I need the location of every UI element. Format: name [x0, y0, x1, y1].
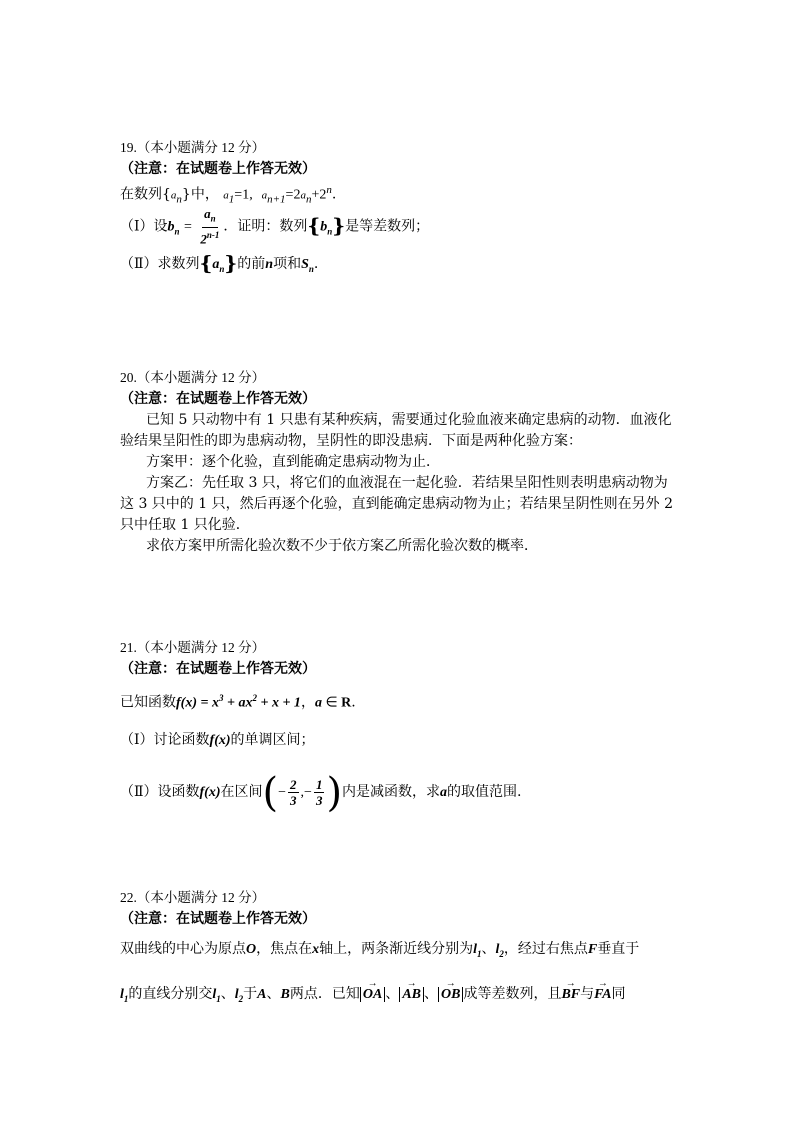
q19-part2-end: .: [313, 256, 319, 272]
q22-l1-l1: l: [473, 942, 478, 957]
q21-part2-d2: 3: [315, 792, 323, 808]
q19-part1-den: 2: [200, 230, 207, 246]
q22-l2-c1: 、: [385, 986, 400, 1002]
q21-stem-text: 已知函数: [120, 694, 176, 711]
q22-l2-sep: 、: [220, 986, 235, 1002]
q22-l2-lb: l: [234, 987, 239, 1002]
q19-part1-label: （Ⅰ）设: [120, 218, 168, 235]
q21-part2-neg1: −: [278, 785, 287, 800]
q22-l1-t1: 双曲线的中心为原点: [120, 941, 246, 957]
q22-l2-l1sub: 1: [123, 993, 129, 1004]
q22-l2-OA: → OA: [363, 986, 382, 1004]
q19-stem: [120, 181, 336, 208]
q22-l2-t2: 于: [243, 986, 258, 1002]
q22-line-2: [120, 985, 626, 1008]
q21-part2-text2: 内是减函数，求: [342, 784, 441, 800]
q21-part2-label: （Ⅱ）设函数: [120, 784, 200, 800]
q21-stem: [120, 689, 356, 713]
q20-line-6: 只中任取 1 只化验．: [120, 517, 250, 533]
q21-stem-dot: .: [351, 694, 356, 711]
q19-part1-b2sub: n: [327, 226, 333, 237]
q21-part2-frac1: [288, 777, 299, 808]
q19-cond2-sup: n: [326, 184, 332, 196]
q21-part2-n2: 1: [315, 776, 323, 792]
q22-l2-AB: → AB: [402, 986, 421, 1004]
q19-part2-a: a: [212, 257, 220, 272]
q19-part1-bsub: n: [174, 226, 180, 237]
q21-stem-a: a: [314, 695, 322, 711]
q19-part2-text: 的前: [237, 256, 266, 272]
q22-l2-A: A: [257, 987, 267, 1002]
q21-part2-end: 的取值范围.: [447, 784, 522, 800]
q21-part2-text: 在区间: [220, 784, 263, 800]
q19-part2-label: （Ⅱ）求数列: [120, 256, 200, 272]
q19-note: （注意：在试题卷上作答无效）: [120, 161, 316, 177]
q21-part1: [120, 731, 315, 750]
q19-part1-num: a: [204, 206, 211, 221]
q19-part2-rbrace: }: [224, 251, 238, 275]
q19-cond2b: a: [300, 189, 306, 202]
q22-l2-t5: 与: [580, 986, 595, 1002]
q19-stem-text1: 在数列{: [120, 186, 171, 203]
q21-part1-end: 的单调区间；: [230, 732, 315, 748]
q21-part1-fx: f(x): [209, 733, 231, 748]
q19-part1-densup: n-1: [206, 229, 220, 240]
q19-part2-text2: 项和: [273, 256, 302, 272]
q22-l1-x: x: [312, 942, 320, 957]
q21-part2-neg2: −: [304, 785, 312, 800]
q19-part2-lbrace: {: [199, 251, 213, 275]
q19-part2-Ssub: n: [308, 263, 314, 274]
q21-part2-fx: f(x): [199, 785, 221, 800]
q22-l2-t1: 的直线分别交: [128, 986, 213, 1002]
q20-line-4: 方案乙：先任取 3 只，将它们的血液混在一起化验．若结果呈阳性则表明患病动物为: [146, 475, 668, 491]
q22-l1-O: O: [246, 942, 257, 957]
q22-l1-t2: ，焦点在: [256, 941, 313, 957]
q22-l2-t6: 同: [611, 986, 626, 1002]
q20-note: （注意：在试题卷上作答无效）: [120, 391, 316, 407]
q19-stem-n: n: [176, 193, 182, 206]
q19-part1-end: 是等差数列；: [345, 218, 430, 235]
q21-note: （注意：在试题卷上作答无效）: [120, 661, 316, 677]
q19-part2-asub: n: [219, 263, 225, 274]
q22-line-1: [120, 940, 639, 963]
q22-note: （注意：在试题卷上作答无效）: [120, 911, 316, 927]
q22-l1-sep: 、: [481, 941, 496, 957]
q22-l1-l2: l: [495, 942, 500, 957]
q19-cond2-end: +2: [311, 187, 327, 203]
q19-stem-end: .: [331, 186, 337, 203]
q21-part1-label: （Ⅰ）讨论函数: [120, 732, 210, 748]
q19-part1: [120, 206, 429, 249]
q22-l1-t5: 垂直于: [597, 941, 640, 957]
q19-part1-fraction: [198, 206, 221, 247]
q19-stem-a: a: [170, 189, 177, 202]
q22-header: 22.（本小题满分 12 分）: [120, 890, 266, 905]
q22-l1-l1sub: 1: [477, 948, 482, 959]
q22-l2-t3: 两点．已知: [289, 986, 360, 1002]
q21-stem-p2: 2: [252, 693, 257, 703]
q22-l1-F: F: [587, 942, 598, 957]
q22-l2-lasub: 1: [216, 993, 221, 1004]
q21-stem-R: R: [341, 695, 352, 711]
q22-l2-c2: 、: [424, 986, 438, 1002]
q22-l2-la: l: [212, 987, 217, 1002]
q20-line-2: 验结果呈阳性的即为患病动物，呈阴性的即没患病．下面是两种化验方案：: [120, 433, 582, 449]
q22-l2-abs-OB: [438, 987, 463, 1002]
q21-stem-fx: f(x): [176, 695, 197, 711]
q22-l2-abs-AB: [399, 987, 424, 1002]
q19-cond1-sub: 1: [228, 193, 235, 206]
q21-part2-lparen: (: [262, 770, 279, 816]
q19-cond1-rest: =1,: [234, 187, 253, 203]
q22-l2-BF: → BF: [561, 986, 580, 1004]
q19-part1-b: b: [167, 219, 175, 235]
q21-header: 21.（本小题满分 12 分）: [120, 640, 266, 655]
q19-part1-numsub: n: [210, 213, 216, 224]
q19-cond2b-sub: n: [305, 193, 312, 206]
q19-part1-lbrace: {: [307, 213, 321, 238]
q19-cond2-sub: n+1: [267, 193, 286, 206]
q20-line-7: 求依方案甲所需化验次数不少于依方案乙所需化验次数的概率．: [146, 538, 538, 554]
q19-header: 19.（本小题满分 12 分）: [120, 140, 266, 155]
q20-line-3: 方案甲：逐个化验，直到能确定患病动物为止．: [146, 454, 440, 470]
q22-l1-l2sub: 2: [499, 948, 504, 959]
q22-l2-t4: 成等差数列，且: [463, 986, 562, 1002]
q21-part2-rparen: ): [326, 770, 343, 816]
q21-part2: [120, 770, 522, 815]
q22-l2-sep2: 、: [266, 986, 281, 1002]
q22-l2-B: B: [280, 987, 290, 1002]
q19-cond2: a: [261, 189, 268, 202]
q21-stem-p3: 3: [218, 693, 224, 703]
q22-l1-t3: 轴上，两条渐近线分别为: [319, 941, 474, 957]
q20-line-1: 已知 5 只动物中有 1 只患有某种疾病，需要通过化验血液来确定患病的动物．血液化: [146, 412, 672, 428]
q19-part1-eq: =: [184, 219, 192, 235]
q22-l2-l1: l: [120, 987, 124, 1002]
q19-part2-S: S: [301, 257, 309, 272]
q19-stem-text2: }中，: [181, 186, 219, 203]
q19-cond1: a: [223, 189, 229, 202]
q21-part2-frac2: [314, 777, 325, 808]
q19-part1-b2: b: [320, 219, 328, 235]
q21-part2-a: a: [440, 785, 448, 800]
q22-l2-lbsub: 2: [238, 993, 244, 1004]
q21-stem-comma: ，: [300, 694, 315, 711]
q21-stem-end: + x + 1: [256, 695, 301, 711]
q22-l2-OB: → OB: [441, 986, 460, 1004]
q19-part1-text: ．证明：数列: [223, 218, 308, 235]
q19-cond2-rest: =2: [285, 187, 301, 203]
q21-stem-mid: + ax: [223, 695, 253, 711]
q19-part1-rbrace: }: [332, 213, 346, 238]
q22-l1-t4: ，经过右焦点: [503, 941, 588, 957]
q22-l2-FA: → FA: [594, 986, 611, 1004]
q19-part2: [120, 251, 319, 278]
q21-stem-in: ∈: [321, 695, 342, 711]
q20-header: 20.（本小题满分 12 分）: [120, 370, 266, 385]
q21-part2-comma: ,: [300, 785, 305, 800]
q21-part2-n1: 2: [290, 776, 297, 792]
q20-line-5: 这 3 只中的 1 只，然后再逐个化验，直到能确定患病动物为止；若结果呈阴性则在另外 2: [120, 496, 673, 512]
q21-part2-d1: 3: [290, 792, 297, 808]
q19-part2-n: n: [265, 257, 274, 272]
q22-l2-abs-OA: [360, 987, 385, 1002]
q21-stem-eq: = x: [197, 695, 219, 711]
